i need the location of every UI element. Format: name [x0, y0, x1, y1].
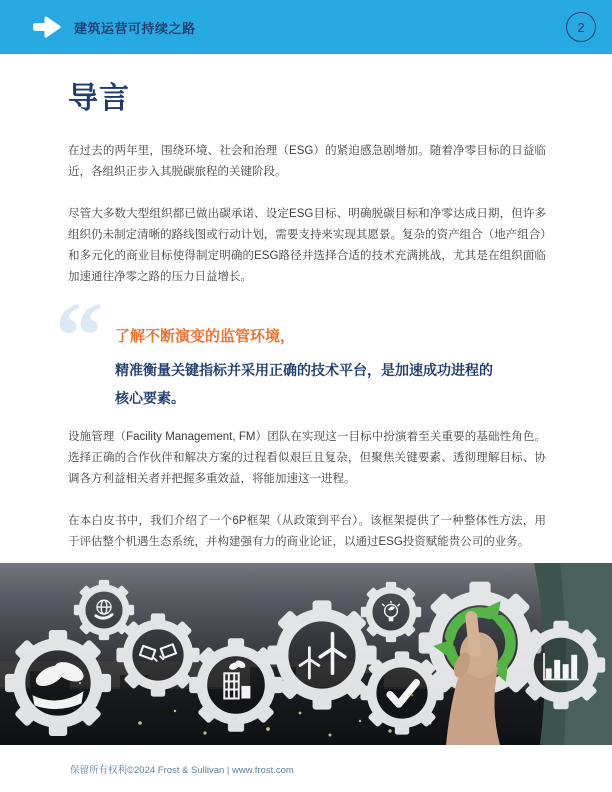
- right-arrow-icon: [33, 16, 61, 38]
- page-number: 2: [577, 19, 585, 35]
- paragraph-3: 设施管理（Facility Management, FM）团队在实现这一目标中扮演着至关重要的基础性角色。选择正确的合作伙伴和解决方案的过程看似艰巨且复杂，但聚焦关键要素、透彻理解目标、协调各方利益相关者并把握多重效益，将能加速这一进程。: [68, 430, 546, 485]
- gear-eco-lightbulb-icon: [361, 582, 421, 642]
- page-header: [0, 0, 612, 54]
- gear-plant-leaf-icon: [5, 630, 111, 736]
- page-number-badge: [566, 12, 596, 42]
- gear-wind-turbines-icon: [267, 600, 376, 709]
- copyright-footer: 保留所有权利©2024 Frost & Sullivan | www.frost.com: [70, 765, 294, 776]
- paragraph-1: 在过去的两年里，围绕环境、社会和治理（ESG）的紧迫感急剧增加。随着净零目标的日益临近，各组织正步入其脱碳旅程的关键阶段。: [68, 145, 546, 178]
- gear-bar-chart-icon: [517, 621, 605, 709]
- header-title: 建筑运营可持续之路: [74, 20, 196, 36]
- quote-body: 精准衡量关键指标并采用正确的技术平台，是加速成功进程的核心要素。: [115, 361, 493, 406]
- paragraph-2: 尽管大多数大型组织都已做出碳承诺、设定ESG目标、明确脱碳目标和净零达成日期，但许多组织仍未制定清晰的路线图或行动计划，需要支持来实现其愿景。复杂的资产组合（地产组合）和多元化的商业目标使得制定明确的ESG路径并选择合适的技术充满挑战，尤其是在组织面临加速通往净零之路的压力日益增长。: [68, 208, 546, 283]
- gear-checkmark-icon: [360, 651, 443, 734]
- document-body: [55, 54, 546, 553]
- quote-highlight: 了解不断演变的监管环境，: [115, 328, 296, 345]
- paragraph-4: 在本白皮书中，我们介绍了一个6P框架（从政策到平台）。该框架提供了一种整体性方法，用于评估整个机遇生态系统，并构建强有力的商业论证，以通过ESG投资赋能贵公司的业务。: [68, 514, 546, 548]
- quote-mark-icon: “: [55, 282, 103, 389]
- page-title: 导言: [68, 82, 130, 115]
- hero-image: [0, 563, 612, 745]
- pull-quote: [55, 282, 546, 412]
- gear-handshake-icon: [116, 613, 199, 696]
